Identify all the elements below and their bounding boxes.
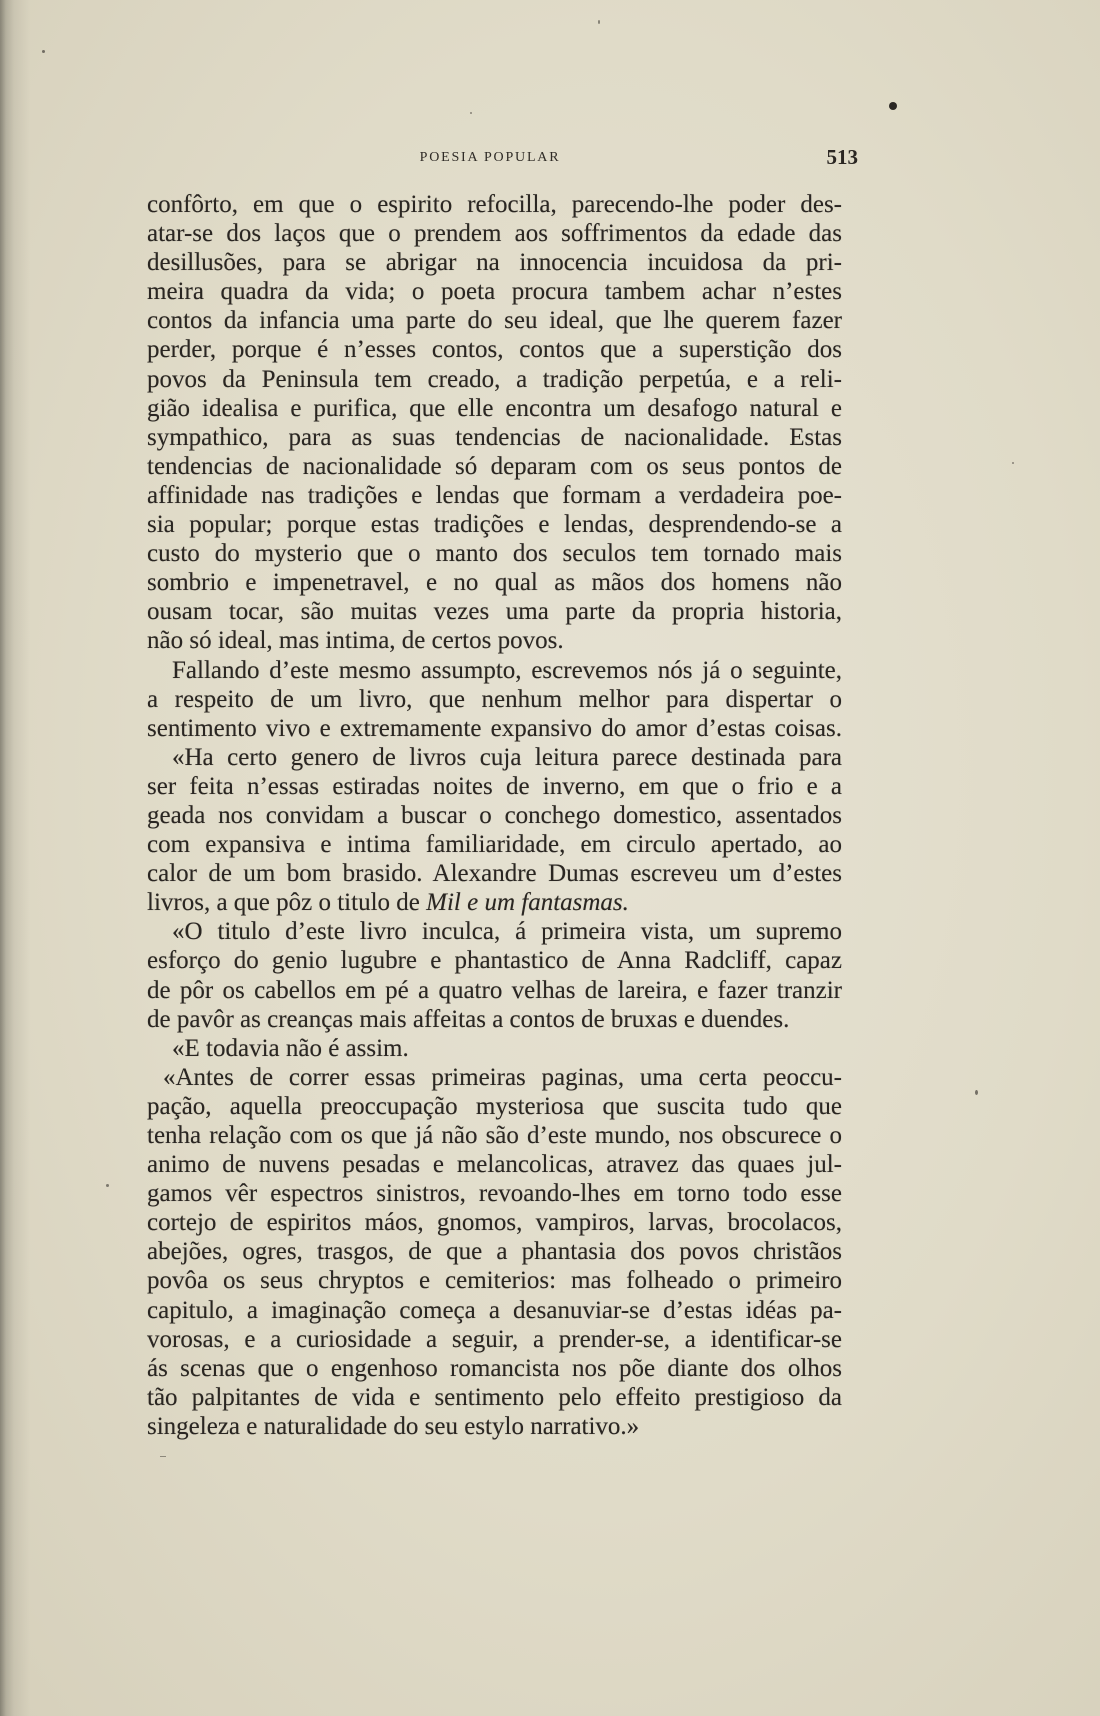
text-line: confôrto, em que o espirito refocilla, parecendo-lhe poder des- — [147, 191, 842, 218]
text-line: «E todavia não é assim. — [172, 1034, 409, 1062]
text-line: sia popular; porque estas tradições e lendas, desprendendo-se a — [147, 511, 842, 539]
text-line: «O titulo d’este livro inculca, á primeira vista, um supremo — [172, 918, 842, 946]
text-line: Fallando d’este mesmo assumpto, escrevemos nós já o seguinte, — [172, 656, 842, 684]
text-line: geada nos convidam a buscar o conchego domestico, assentados — [147, 801, 842, 829]
text-line: não só ideal, mas intima, de certos povos. — [147, 627, 564, 655]
text-line: vorosas, e a curiosidade a seguir, a prender-se, a identificar-se — [147, 1325, 842, 1353]
text-line: povos da Peninsula tem creado, a tradição perpetúa, e a reli- — [147, 365, 842, 393]
text-line: de pavôr as creanças mais affeitas a contos de bruxas e duendes. — [147, 1005, 790, 1033]
paragraph — [147, 190, 842, 656]
text-line: sombrio e impenetravel, e no qual as mãos dos homens não — [147, 569, 842, 597]
ink-speck — [975, 1090, 978, 1095]
ink-speck — [1012, 462, 1014, 464]
page-number: 513 — [826, 145, 858, 169]
quoted-paragraph — [147, 743, 842, 918]
text-line: ser feita n’essas estiradas noites de inverno, em que o frio e a — [147, 772, 842, 800]
quoted-paragraph — [147, 917, 842, 1033]
text-line: abejões, ogres, trasgos, de que a phantasia dos povos christãos — [147, 1238, 842, 1266]
text-line: esforço do genio lugubre e phantastico de Anna Radcliff, capaz — [147, 947, 842, 975]
text-line: «Antes de correr essas primeiras paginas, uma certa peoccu- — [163, 1063, 842, 1091]
text-line: tendencias de nacionalidade só deparam com os seus pontos de — [147, 452, 842, 480]
text-line: pação, aquella preoccupação mysteriosa que suscita tudo que — [147, 1092, 842, 1120]
text-line: affinidade nas tradições e lendas que formam a verdadeira poe- — [147, 481, 842, 509]
text-line: meira quadra da vida; o poeta procura tambem achar n’estes — [147, 278, 842, 306]
text-line: gamos vêr espectros sinistros, revoando-lhes em torno todo esse — [147, 1180, 842, 1208]
text-line: a respeito de um livro, que nenhum melhor para dispertar o — [147, 685, 842, 713]
quoted-paragraph — [147, 1063, 842, 1441]
quoted-paragraph — [147, 1034, 842, 1063]
text-line: «Ha certo genero de livros cuja leitura parece destinada para — [172, 743, 842, 771]
text-line: singeleza e naturalidade do seu estylo narrativo.» — [147, 1412, 640, 1440]
text-line: gião idealisa e purifica, que elle encontra um desafogo natural e — [147, 394, 842, 422]
text-line: povôa os seus chryptos e cemiterios: mas folheado o primeiro — [147, 1267, 842, 1295]
text-line: animo de nuvens pesadas e melancolicas, atravez das quaes jul- — [147, 1151, 842, 1179]
book-title: Mil e um fantasmas. — [426, 889, 629, 917]
ink-speck — [106, 1184, 109, 1187]
body-text — [147, 190, 842, 1441]
text-line: sentimento vivo e extremamente expansivo do amor d’estas coisas. — [147, 714, 842, 742]
ink-speck — [889, 102, 897, 110]
ink-speck — [42, 50, 45, 53]
text-line: tão palpitantes de vida e sentimento pelo effeito prestigioso da — [147, 1383, 842, 1411]
text-line: contos da infancia uma parte do seu ideal, que lhe querem fazer — [147, 307, 842, 335]
text-line: cortejo de espiritos máos, gnomos, vampiros, larvas, brocolacos, — [147, 1209, 842, 1237]
text-line: ousam tocar, são muitas vezes uma parte da propria historia, — [147, 598, 842, 626]
text-line: capitulo, a imaginação começa a desanuviar-se d’estas idéas pa- — [147, 1296, 842, 1324]
text-line: perder, porque é n’esses contos, contos que a superstição dos — [147, 336, 842, 364]
text-line: de pôr os cabellos em pé a quatro velhas de lareira, e fazer tranzir — [147, 976, 842, 1004]
text-line: calor de um bom brasido. Alexandre Dumas escreveu um d’estes — [147, 860, 842, 888]
running-head: POESIA POPULAR — [419, 150, 561, 165]
text-line: ás scenas que o engenhoso romancista nos põe diante dos olhos — [147, 1354, 842, 1382]
paragraph — [147, 656, 842, 743]
text-line: desillusões, para se abrigar na innocencia incuidosa da pri- — [147, 249, 842, 277]
text-line: sympathico, para as suas tendencias de nacionalidade. Estas — [147, 423, 842, 451]
ink-speck — [470, 112, 472, 114]
text-line: com expansiva e intima familiaridade, em circulo apertado, ao — [147, 831, 842, 859]
text-line — [147, 888, 842, 917]
text-line: custo do mysterio que o manto dos seculos tem tornado mais — [147, 540, 842, 568]
text-line: atar-se dos laços que o prendem aos soffrimentos da edade das — [147, 220, 842, 248]
ink-speck — [160, 1456, 166, 1457]
text-line: tenha relação com os que já não são d’este mundo, nos obscurece o — [147, 1122, 842, 1149]
ink-speck — [598, 20, 600, 24]
text-line-segment: livros, a que pôz o titulo de — [147, 889, 420, 917]
